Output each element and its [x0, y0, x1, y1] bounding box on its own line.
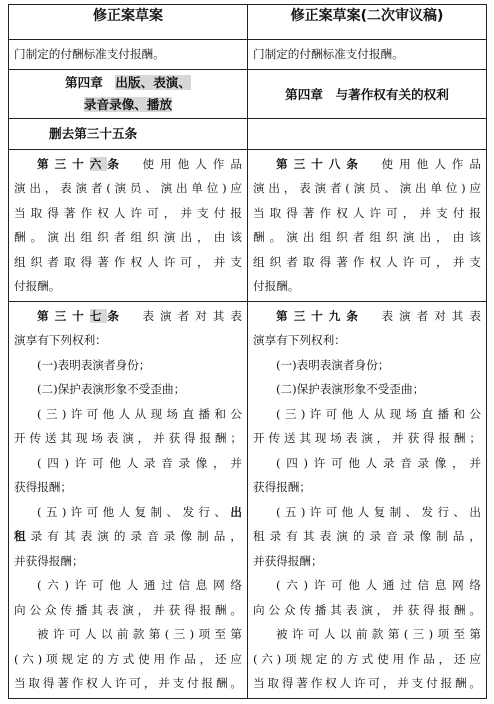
- comparison-table: [8, 4, 487, 699]
- delete-note: 删去第三十五条: [49, 125, 138, 141]
- table-row: [9, 40, 487, 70]
- highlighted-text: 录音录像、播放: [83, 96, 173, 112]
- article-row: [9, 149, 487, 301]
- highlighted-text: 七: [89, 308, 108, 323]
- header-left: 修正案草案: [9, 5, 248, 40]
- cell-left: [9, 40, 248, 70]
- text-line: 门制定的付酬标准支付报酬。: [14, 47, 165, 61]
- cell-right: [248, 149, 487, 301]
- highlighted-text: 租: [14, 529, 31, 543]
- header-right: 修正案草案(二次审议稿): [248, 5, 487, 40]
- chapter-number: 第四章: [65, 74, 116, 90]
- cell-left: [9, 118, 248, 149]
- chapter-row: [9, 69, 487, 118]
- article-title: 第三十七条: [37, 308, 125, 323]
- highlighted-text: 出版、表演、: [115, 74, 191, 90]
- cell-right: [248, 40, 487, 70]
- article-title: 第三十八条: [276, 156, 364, 171]
- cell-left: [9, 301, 248, 698]
- delete-row: [9, 118, 487, 149]
- article-row: [9, 301, 487, 698]
- article-39: 第三十九条 表演者对其表 演享有下列权利： (一)表明表演者身份； (二)保护表演形象不受歪曲； (三)许可他人从现场直播和公 开传送其现场表演，并获得报酬； (四)许可他人录音录像，并 获得报酬； (五)许可他人复制、发行、出 租录有其表演的录音录像制品， 并获得报酬； (六)许可他人通过信息网络 向公众传播其表演，并获得报酬。 被许可人以前款第(三)项至第 (六)项规定的方式使用作品，还应 当取得著作权人许可，并支付报酬。: [253, 308, 481, 690]
- cell-left: [9, 149, 248, 301]
- chapter-heading-left: [9, 70, 247, 118]
- chapter-heading-right: 第四章 与著作权有关的权利: [248, 69, 487, 118]
- article-38: 第三十八条 使用他人作品 演出，表演者(演员、演出单位)应 当取得著作权人许可，并支付报 酬。演出组织者组织演出，由该 组织者取得著作权人许可，并支 付报酬。: [253, 156, 481, 293]
- article-36: 第三十六条 使用他人作品 演出，表演者(演员、演出单位)应 当取得著作权人许可，并支付报 酬。演出组织者组织演出，由该 组织者取得著作权人许可，并支 付报酬。: [14, 156, 242, 293]
- article-37: 第三十七条 表演者对其表 演享有下列权利： (一)表明表演者身份； (二)保护表演形象不受歪曲； (三)许可他人从现场直播和公 开传送其现场表演，并获得报酬； (四)许可他人录音录像，并 获得报酬； (五)许可他人复制、发行、出 租录有其表演的录音录像制品， 并获得报酬； (六)许可他人通过信息网络 向公众传播其表演，并获得报酬。 被许可人以前款第(三)项至第 (六)项规定的方式使用作品，还应 当取得著作权人许可，并支付报酬。: [14, 308, 242, 690]
- header-row: [9, 5, 487, 40]
- article-title: 第三十六条: [37, 156, 125, 171]
- highlighted-text: 六: [89, 156, 108, 171]
- article-title: 第三十九条: [276, 308, 364, 323]
- cell-left: [9, 69, 248, 118]
- highlighted-text: 出: [230, 504, 242, 519]
- text-line: 门制定的付酬标准支付报酬。: [253, 47, 404, 61]
- cell-right: [248, 301, 487, 698]
- cell-right-empty: [248, 118, 487, 149]
